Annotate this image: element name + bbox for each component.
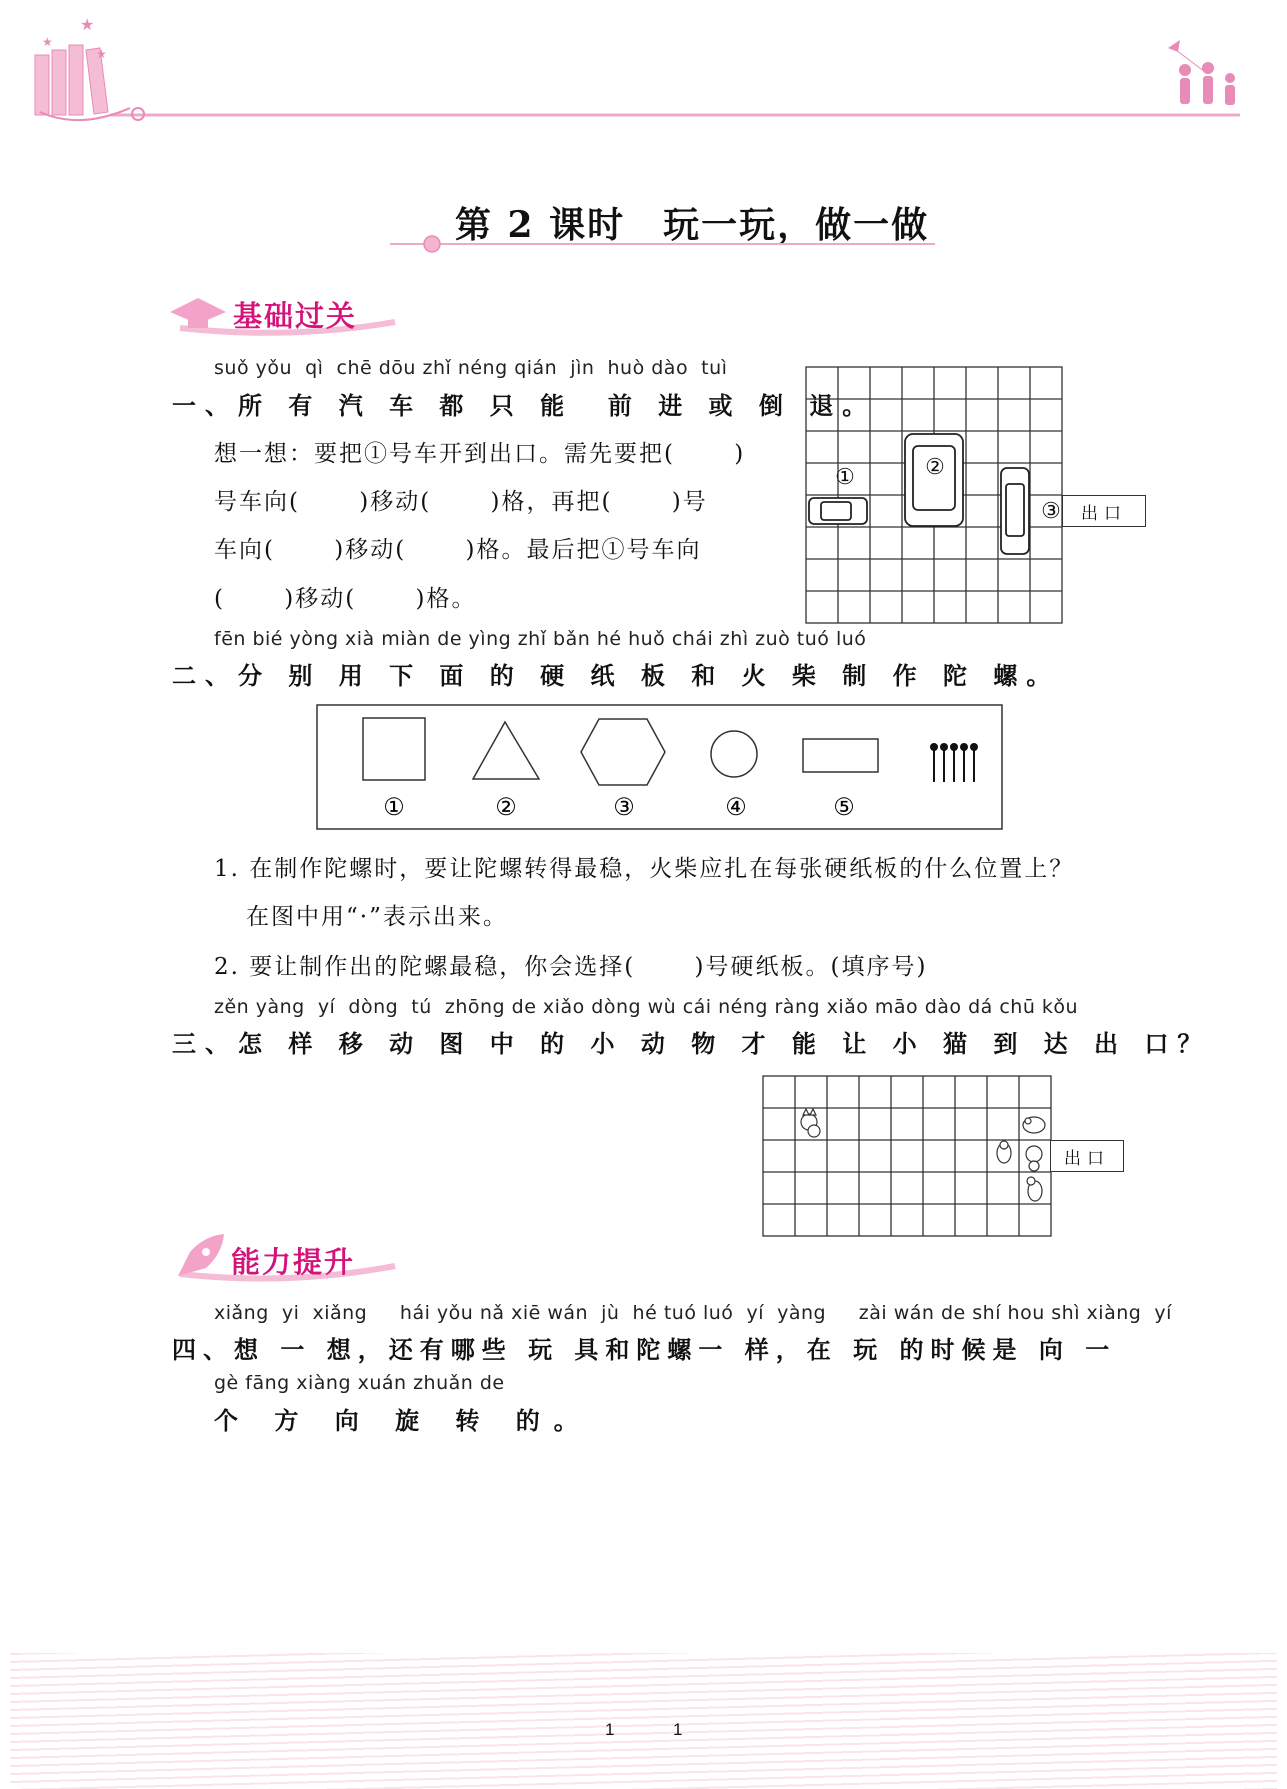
shape-label-1: ① (383, 793, 405, 821)
q1-line3: 车向( )移动( )格。最后把①号车向 (214, 537, 702, 563)
q1-pinyin: suǒ yǒu qì chē dōu zhǐ néng qián jìn huò dào tuì (214, 357, 728, 379)
q2-sub1-line1: 1. 在制作陀螺时，要让陀螺转得最稳，火柴应扎在每张硬纸板的什么位置上？ (214, 856, 1075, 882)
animal-middle-right-icon (1026, 1146, 1042, 1171)
car-1-icon (809, 498, 867, 524)
car-1-label: ① (835, 465, 855, 490)
children-kite-icon (1168, 40, 1235, 105)
q1-line4: ( )移动( )格。 (214, 586, 477, 612)
q4-line2: 个 方 向 旋 转 的。 (214, 1407, 592, 1435)
q3-exit-box: 出口 (1050, 1140, 1124, 1172)
svg-text:★: ★ (42, 35, 53, 49)
section-advanced-title: 能力提升 (231, 1245, 356, 1279)
section-basic-title: 基础过关 (233, 299, 358, 333)
car-2-label: ② (925, 455, 945, 480)
parking-grid (805, 366, 1065, 626)
car-3-label: ③ (1041, 499, 1061, 524)
shape-label-4: ④ (725, 793, 747, 821)
q1-exit-box: 出口 (1062, 495, 1146, 527)
q3-pinyin: zěn yàng yí dòng tú zhōng de xiǎo dòng wù cái néng ràng xiǎo māo dào dá chū kǒu (214, 996, 1079, 1018)
page-number-right: 1 (673, 1720, 683, 1739)
svg-text:★: ★ (96, 47, 107, 61)
q2-title: 二、分 别 用 下 面 的 硬 纸 板 和 火 柴 制 作 陀 螺。 (172, 662, 1060, 690)
q3-title: 三、怎 样 移 动 图 中 的 小 动 物 才 能 让 小 猫 到 达 出 口？ (172, 1030, 1211, 1058)
title-underline (390, 234, 935, 254)
animal-grid (762, 1075, 1054, 1240)
page-title: 第 2 课时 玩一玩，做一做 (455, 204, 930, 246)
shapes-panel (316, 704, 1004, 831)
footer-band (10, 1653, 1277, 1789)
q1-line2: 号车向( )移动( )格，再把( )号 (214, 489, 708, 515)
header-decoration (0, 0, 1287, 140)
q2-pinyin: fēn bié yòng xià miàn de yìng zhǐ bǎn hé huǒ chái zhì zuò tuó luó (214, 628, 867, 650)
animal-top-right-icon (1023, 1117, 1045, 1133)
cat-icon (801, 1109, 820, 1137)
q4-line1: 四、想 一 想，还有哪些 玩 具和陀螺一 样，在 玩 的时候是 向 一 (172, 1336, 1117, 1364)
q4-pinyin-1: xiǎng yi xiǎng hái yǒu nǎ xiē wán jù hé tuó luó yí yàng zài wán de shí hou shì xiàng yí (214, 1302, 1172, 1324)
page-number-left: 1 (605, 1720, 615, 1739)
q1-line1: 想一想：要把①号车开到出口。需先要把( ) (214, 441, 746, 467)
q4-pinyin-2: gè fāng xiàng xuán zhuǎn de (214, 1372, 505, 1394)
car-3-icon (1001, 468, 1029, 554)
svg-text:★: ★ (80, 15, 95, 34)
q2-sub2: 2. 要让制作出的陀螺最稳，你会选择( )号硬纸板。(填序号) (214, 954, 928, 980)
animal-middle-left-icon (997, 1141, 1011, 1163)
q1-title: 一、所 有 汽 车 都 只 能 前 进 或 倒 退。 (172, 392, 876, 420)
shape-label-5: ⑤ (833, 793, 855, 821)
animal-bottom-right-icon (1027, 1177, 1042, 1201)
car-2-icon (905, 434, 963, 526)
shape-label-2: ② (495, 793, 517, 821)
shape-label-3: ③ (613, 793, 635, 821)
q2-sub1-line2: 在图中用“·”表示出来。 (246, 904, 508, 930)
